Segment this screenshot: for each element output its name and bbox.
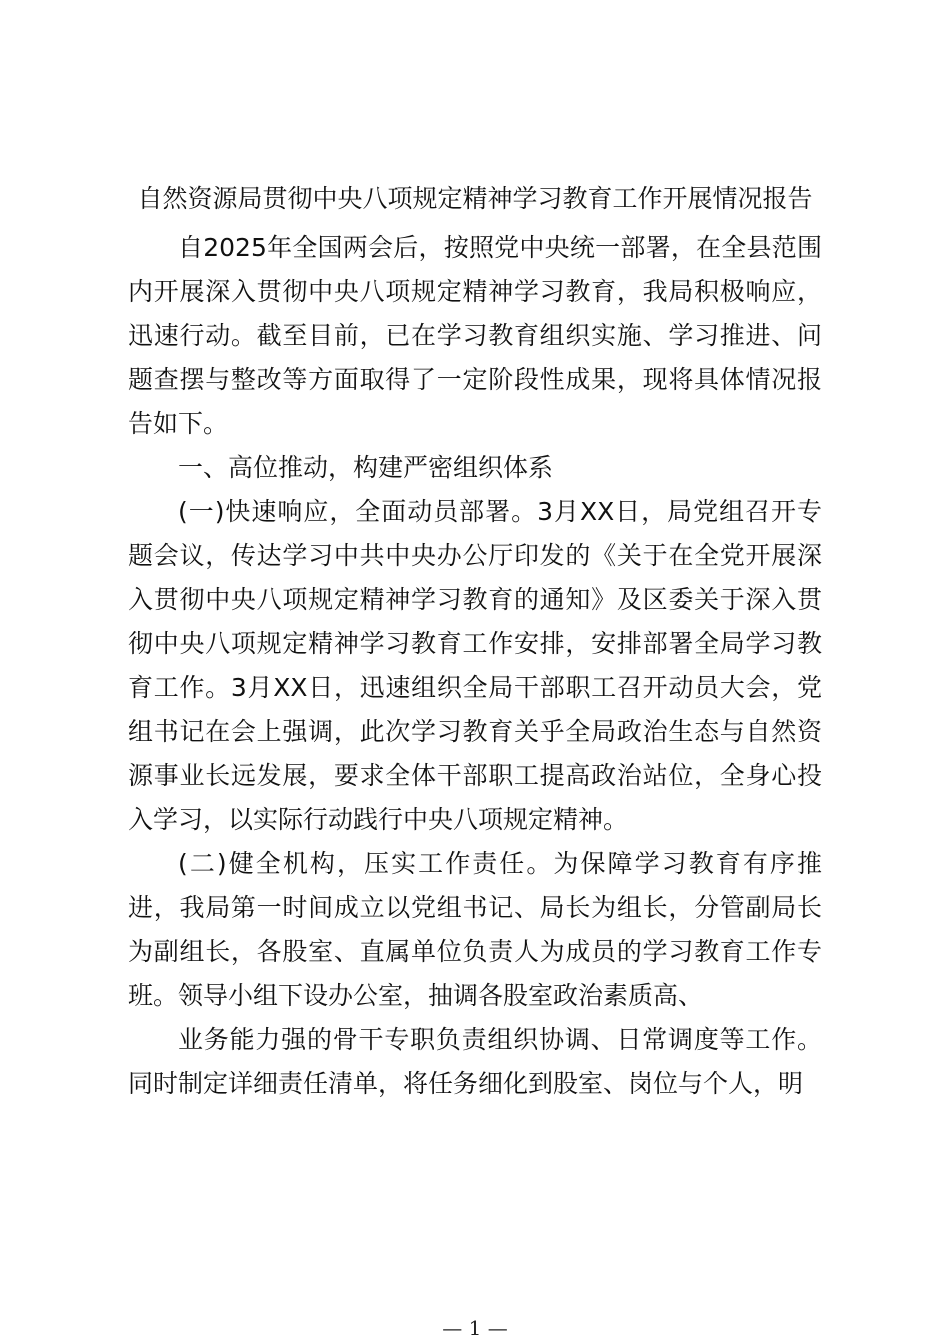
document-title: 自然资源局贯彻中央八项规定精神学习教育工作开展情况报告 — [137, 184, 813, 213]
subsection-2-paragraph: (二)健全机构，压实工作责任。为保障学习教育有序推进，我局第一时间成立以党组书记、局长为组长，分管副局长为副组长，各股室、直属单位负责人为成员的学习教育工作专班。领导小组下设办公室，抽调各股室政治素质高、 — [128, 849, 822, 1010]
section-heading-1: 一、高位推动，构建严密组织体系 — [178, 453, 554, 482]
document-body — [128, 226, 822, 1106]
continuation-paragraph: 业务能力强的骨干专职负责组织协调、日常调度等工作。同时制定详细责任清单，将任务细化到股室、岗位与个人，明 — [128, 1025, 822, 1098]
intro-paragraph: 自2025年全国两会后，按照党中央统一部署，在全县范围内开展深入贯彻中央八项规定精神学习教育，我局积极响应，迅速行动。截至目前，已在学习教育组织实施、学习推进、问题查摆与整改等方面取得了一定阶段性成果，现将具体情况报告如下。 — [128, 233, 822, 438]
page-number: — 1 — — [442, 1316, 508, 1340]
subsection-1-paragraph: (一)快速响应，全面动员部署。3月XX日，局党组召开专题会议，传达学习中共中央办公厅印发的《关于在全党开展深入贯彻中央八项规定精神学习教育的通知》及区委关于深入贯彻中央八项规定精神学习教育工作安排，安排部署全局学习教育工作。3月XX日，迅速组织全局干部职工召开动员大会，党组书记在会上强调，此次学习教育关乎全局政治生态与自然资源事业长远发展，要求全体干部职工提高政治站位，全身心投入学习，以实际行动践行中央八项规定精神。 — [128, 497, 822, 834]
